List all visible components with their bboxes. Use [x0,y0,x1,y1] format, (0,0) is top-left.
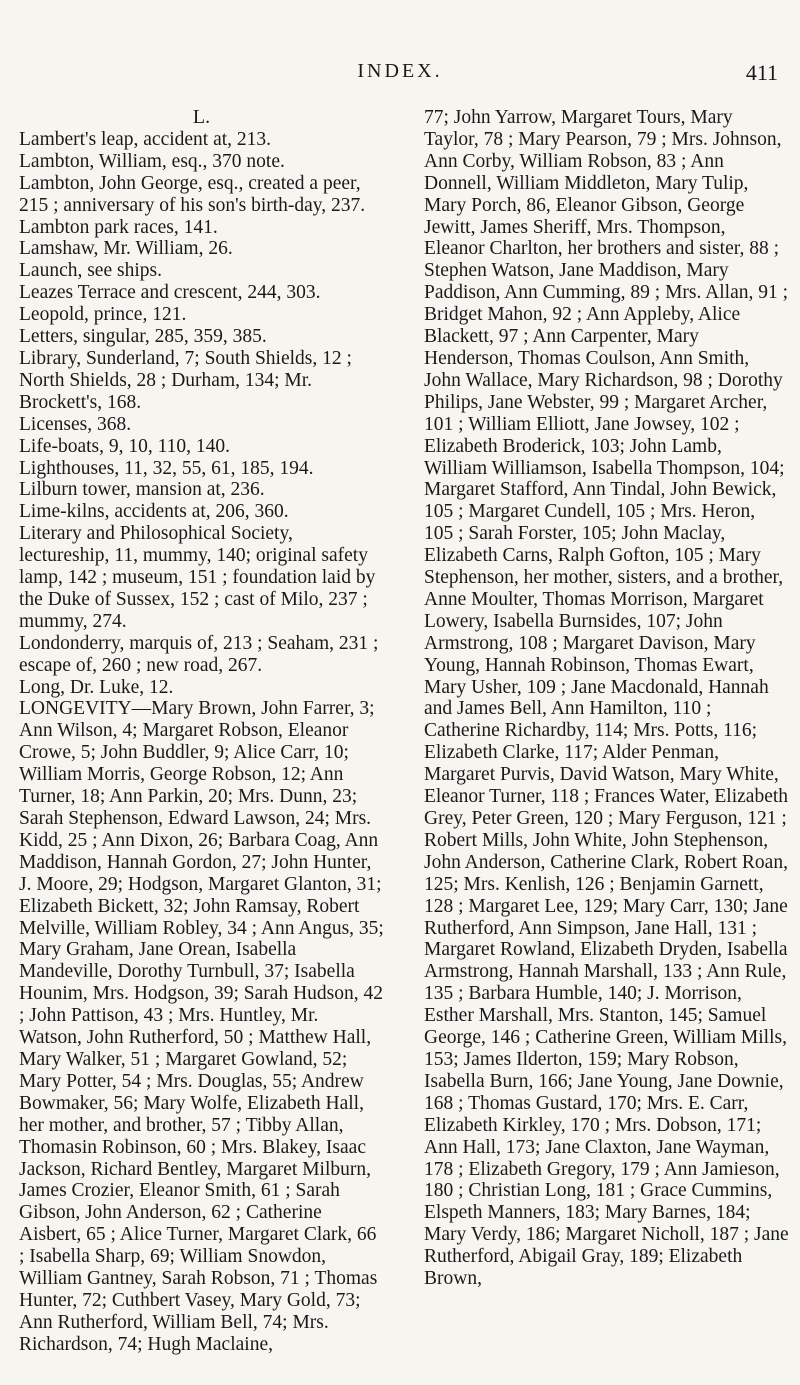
left-column [19,107,384,1356]
index-entry: Lime-kilns, accidents at, 206, 360. [19,501,289,523]
index-entry: LONGEVITY—Mary Brown, John Farrer, 3; Ann Wilson, 4; Margaret Robson, Eleanor Crowe, 5; John Buddler, 9; Alice Carr, 10; William Morris, George Robson, 12; Ann Turner, 18; Ann Parkin, 20; Mrs. Dunn, 23; Sarah Stephenson, Edward Lawson, 24; Mrs. Kidd, 25 ; Ann Dixon, 26; Barbara Coag, Ann Maddison, Hannah Gordon, 27; John Hunter, J. Moore, 29; Hodgson, Margaret Glanton, 31; Elizabeth Bickett, 32; John Ramsay, Robert Melville, William Robley, 34 ; Ann Angus, 35; Mary Graham, Jane Orean, Isabella Mandeville, Dorothy Turnbull, 37; Isabella Hounim, Mrs. Hodgson, 39; Sarah Hudson, 42 ; John Pattison, 43 ; Mrs. Huntley, Mr. Watson, John Rutherford, 50 ; Matthew Hall, Mary Walker, 51 ; Margaret Gowland, 52; Mary Potter, 54 ; Mrs. Douglas, 55; Andrew Bowmaker, 56; Mary Wolfe, Elizabeth Hall, her mother, and brother, 57 ; Tibby Allan, Thomasin Robinson, 60 ; Mrs. Blakey, Isaac Jackson, Richard Bentley, Margaret Milburn, James Crozier, Eleanor Smith, 61 ; Sarah Gibson, John Anderson, 62 ; Catherine Aisbert, 65 ; Alice Turner, Margaret Clark, 66 ; Isabella Sharp, 69; William Snowdon, William Gantney, Sarah Robson, 71 ; Thomas Hunter, 72; Cuthbert Vasey, Mary Gold, 73; Ann Rutherford, William Bell, 74; Mrs. Richardson, 74; Hugh Maclaine, [19,698,384,1355]
right-entry-list [424,107,789,1290]
index-entry: Life-boats, 9, 10, 110, 140. [19,435,231,457]
running-head: INDEX. [357,60,443,82]
index-entry: Leopold, prince, 121. [19,304,187,326]
index-entry: Letters, singular, 285, 359, 385. [19,326,267,348]
index-entry: Lilburn tower, mansion at, 236. [19,479,265,501]
index-entry: Lambton, John George, esq., created a peer, 215 ; anniversary of his son's birth-day, 237. [19,172,366,216]
index-entry: Leazes Terrace and crescent, 244, 303. [19,282,321,304]
index-entry: Long, Dr. Luke, 12. [19,676,174,698]
page-number: 411 [745,60,778,85]
index-entry: Lamshaw, Mr. William, 26. [19,238,233,260]
index-entry: Lambton park races, 141. [19,216,218,238]
index-entry: Londonderry, marquis of, 213 ; Seaham, 231 ; escape of, 260 ; new road, 267. [19,632,379,676]
page-header [0,60,800,94]
index-entry: Launch, see ships. [19,260,162,282]
index-entry: Literary and Philosophical Society, lectureship, 11, mummy, 140; original safety lamp, 142 ; museum, 151 ; foundation laid by the Duke of Sussex, 152 ; cast of Milo, 237 ; mummy, 274. [19,523,376,632]
index-entry: Lighthouses, 11, 32, 55, 61, 185, 194. [19,457,314,479]
index-entry: Library, Sunderland, 7; South Shields, 12 ; North Shields, 28 ; Durham, 134; Mr. Brockett's, 168. [19,347,352,413]
right-column [424,107,789,1290]
index-entry: 77; John Yarrow, Margaret Tours, Mary Taylor, 78 ; Mary Pearson, 79 ; Mrs. Johnson, Ann Corby, William Robson, 83 ; Ann Donnell, William Middleton, Mary Tulip, Mary Porch, 86, Eleanor Gibson, George Jewitt, James Sheriff, Mrs. Thompson, Eleanor Charlton, her brothers and sister, 88 ; Stephen Watson, Jane Maddison, Mary Paddison, Ann Cumming, 89 ; Mrs. Allan, 91 ; Bridget Mahon, 92 ; Ann Appleby, Alice Blackett, 97 ; Ann Carpenter, Mary Henderson, Thomas Coulson, Ann Smith, John Wallace, Mary Richardson, 98 ; Dorothy Philips, Jane Webster, 99 ; Margaret Archer, 101 ; William Elliott, Jane Jowsey, 102 ; Elizabeth Broderick, 103; John Lamb, William Williamson, Isabella Thompson, 104; Margaret Stafford, Ann Tindal, John Bewick, 105 ; Margaret Cundell, 105 ; Mrs. Heron, 105 ; Sarah Forster, 105; John Maclay, Elizabeth Carns, Ralph Gofton, 105 ; Mary Stephenson, her mother, sisters, and a brother, Anne Moulter, Thomas Morrison, Margaret Lowery, Isabella Burnsides, 107; John Armstrong, 108 ; Margaret Davison, Mary Young, Hannah Robinson, Thomas Ewart, Mary Usher, 109 ; Jane Macdonald, Hannah and James Bell, Ann Hamilton, 110 ; Catherine Richardby, 114; Mrs. Potts, 116; Elizabeth Clarke, 117; Alder Penman, Margaret Purvis, David Watson, Mary White, Eleanor Turner, 118 ; Frances Water, Elizabeth Grey, Peter Green, 120 ; Mary Ferguson, 121 ; Robert Mills, John White, John Stephenson, John Anderson, Catherine Clark, Robert Roan, 125; Mrs. Kenlish, 126 ; Benjamin Garnett, 128 ; Margaret Lee, 129; Mary Carr, 130; Jane Rutherford, Ann Simpson, Jane Hall, 131 ; Margaret Rowland, Elizabeth Dryden, Isabella Armstrong, Hannah Marshall, 133 ; Ann Rule, 135 ; Barbara Humble, 140; J. Morrison, Esther Marshall, Mrs. Stanton, 145; Samuel George, 146 ; Catherine Green, William Mills, 153; James Ilderton, 159; Mary Robson, Isabella Burn, 166; Jane Young, Jane Downie, 168 ; Thomas Gustard, 170; Mrs. E. Carr, Elizabeth Kirkley, 170 ; Mrs. Dobson, 171; Ann Hall, 173; Jane Claxton, Jane Wayman, 178 ; Elizabeth Gregory, 179 ; Ann Jamieson, 180 ; Christian Long, 181 ; Grace Cummins, Elspeth Manners, 183; Mary Barnes, 184; Mary Verdy, 186; Margaret Nicholl, 187 ; Jane Rutherford, Abigail Gray, 189; Elizabeth Brown, [424,107,789,1290]
index-entry: Licenses, 368. [19,413,132,435]
left-entry-list [19,129,384,1356]
index-entry: Lambert's leap, accident at, 213. [19,128,272,150]
index-entry: Lambton, William, esq., 370 note. [19,150,285,172]
section-letter: L. [192,106,211,128]
